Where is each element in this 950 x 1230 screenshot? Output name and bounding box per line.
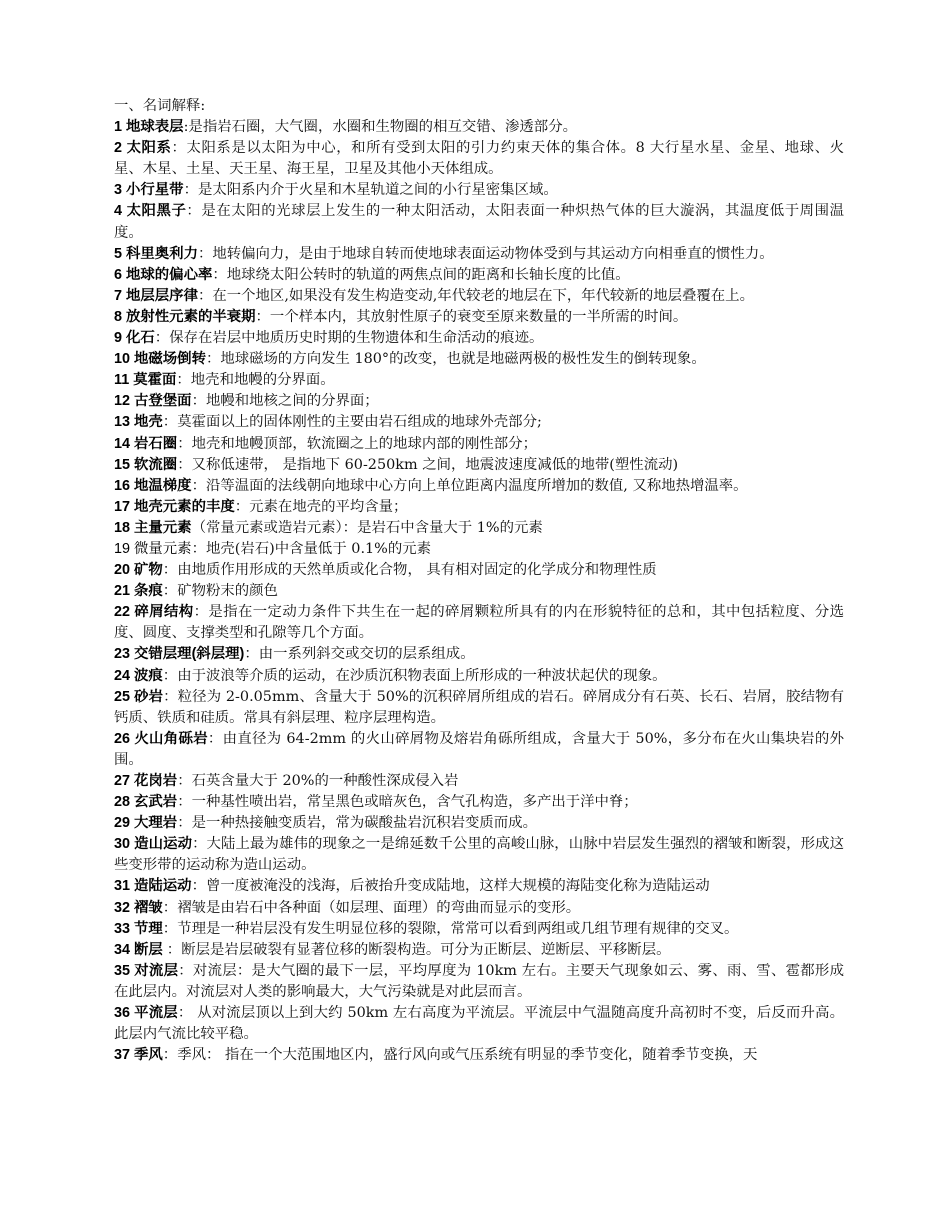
glossary-definition: ：元素在地壳的平均含量； (234, 498, 408, 515)
glossary-term: 20 矿物 (114, 562, 163, 579)
glossary-definition: ：地球绕太阳公转时的轨道的两焦点间的距离和长轴长度的比值。 (212, 266, 630, 283)
glossary-entry (114, 434, 844, 455)
glossary-term: 32 褶皱 (114, 899, 163, 916)
glossary-entry (114, 539, 844, 560)
glossary-entry (114, 117, 844, 138)
glossary-definition: ：由于波浪等介质的运动，在沙质沉积物表面上所形成的一种波状起伏的现象。 (162, 667, 667, 684)
glossary-term: 16 地温梯度 (114, 477, 192, 494)
glossary-definition: ：太阳系是以太阳为中心，和所有受到太阳的引力约束天体的集合体。8 大行星水星、金星、地球、火星、木星、土星、天王星、海王星，卫星及其他小天体组成。 (114, 140, 844, 178)
glossary-entry (114, 412, 844, 433)
glossary-definition: ：大陆上最为雄伟的现象之一是绵延数千公里的高峻山脉，山脉中岩层发生强烈的褶皱和断裂，形成这些变形带的运动称为造山运动。 (114, 836, 844, 874)
glossary-definition: ：粒径为 2-0.05mm、含量大于 50%的沉积碎屑所组成的岩石。碎屑成分有石英、长石、岩屑，胶结物有钙质、铁质和硅质。常具有斜层理、粒序层理构造。 (114, 688, 844, 726)
glossary-term: 25 砂岩 (114, 688, 164, 705)
glossary-entry (114, 581, 844, 602)
glossary-term: 30 造山运动 (114, 836, 193, 853)
glossary-definition: ：莫霍面以上的固体刚性的主要由岩石组成的地球外壳部分; (162, 414, 542, 431)
glossary-definition: ：由直径为 64-2mm 的火山碎屑物及熔岩角砾所组成，含量大于 50%，多分布在火山集块岩的外围。 (114, 730, 844, 768)
glossary-entry (114, 307, 844, 328)
glossary-definition: ：由一系列斜交或交切的层系组成。 (244, 646, 475, 663)
glossary-definition: ：季风： 指在一个大范围地区内，盛行风向或气压系统有明显的季节变化，随着季节变换，天 (162, 1047, 758, 1064)
glossary-definition: ：矿物粉末的颜色 (162, 583, 278, 600)
glossary-definition: ：褶皱是由岩石中各种面（如层理、面理）的弯曲而显示的变形。 (162, 899, 581, 916)
glossary-entry (114, 602, 844, 644)
glossary-entry (114, 286, 844, 307)
glossary-entry (114, 834, 844, 876)
glossary-term: 23 交错层理(斜层理) (114, 646, 245, 663)
glossary-entry (114, 391, 844, 412)
glossary-definition: ：石英含量大于 20%的一种酸性深成侵入岩 (177, 773, 459, 789)
glossary-definition: ：沿等温面的法线朝向地球中心方向上单位距离内温度所增加的数值, 又称地热增温率。 (191, 477, 748, 494)
glossary-definition: ：地壳(岩石)中含量低于 0.1%的元素 (191, 540, 432, 557)
glossary-term: 7 地层层序律 (114, 287, 198, 304)
glossary-entry (114, 518, 844, 539)
glossary-definition: :是指岩石圈，大气圈，水圈和生物圈的相互交错、渗透部分。 (183, 119, 577, 136)
glossary-definition: （常量元素或造岩元素）：是岩石中含量大于 1%的元素 (191, 519, 543, 536)
glossary-term: 11 莫霍面 (114, 372, 177, 389)
glossary-definition: ：地球磁场的方向发生 180°的改变，也就是地磁两极的极性发生的倒转现象。 (205, 351, 706, 368)
glossary-entry (114, 792, 844, 813)
glossary-term: 14 岩石圈 (114, 435, 178, 452)
glossary-term: 5 科里奥利力 (114, 245, 198, 262)
glossary-term: 24 波痕 (114, 667, 163, 684)
glossary-term: 36 平流层 (114, 1005, 178, 1022)
glossary-term: 33 节理 (114, 920, 163, 937)
glossary-term: 31 造陆运动 (114, 878, 192, 895)
glossary-term: 12 古登堡面 (114, 393, 192, 410)
glossary-entry (114, 1003, 844, 1045)
glossary-term: 13 地壳 (114, 414, 163, 431)
glossary-term: 15 软流圈 (114, 456, 178, 473)
glossary-term: 17 地壳元素的丰度 (114, 498, 235, 515)
glossary-definition: ：又称低速带， 是指地下 60-250km 之间，地震波速度减低的地带(塑性流动) (177, 456, 679, 473)
glossary-entry (114, 455, 844, 476)
glossary-entry (114, 244, 844, 265)
glossary-entry (114, 476, 844, 497)
glossary-term: 1 地球表层 (114, 119, 184, 136)
glossary-list (114, 117, 844, 1066)
glossary-definition: ：是一种热接触变质岩，常为碳酸盐岩沉积岩变质而成。 (177, 815, 537, 832)
glossary-term: 29 大理岩 (114, 815, 178, 832)
document-page (114, 96, 844, 1066)
glossary-term: 37 季风 (114, 1047, 163, 1064)
glossary-definition: ：断层是岩层破裂有显著位移的断裂构造。可分为正断层、逆断层、平移断层。 (166, 941, 671, 958)
glossary-entry (114, 919, 844, 940)
glossary-definition: ：保存在岩层中地质历史时期的生物遗体和生命活动的痕迹。 (154, 330, 544, 347)
glossary-term: 18 主量元素 (114, 519, 192, 536)
glossary-entry (114, 180, 844, 201)
glossary-entry (114, 771, 844, 792)
glossary-definition: ： 从对流层顶以上到大约 50km 左右高度为平流层。平流层中气温随高度升高初时不变，后反而升高。此层内气流比较平稳。 (114, 1005, 844, 1043)
glossary-entry (114, 961, 844, 1003)
glossary-term: 35 对流层 (114, 962, 179, 979)
glossary-entry (114, 560, 844, 581)
glossary-definition: ：地幔和地核之间的分界面； (191, 393, 379, 410)
glossary-entry (114, 265, 844, 286)
glossary-term: 9 化石 (114, 330, 155, 347)
glossary-entry (114, 898, 844, 919)
glossary-definition: ：地壳和地幔的分界面。 (176, 372, 335, 389)
glossary-term: 2 太阳系 (114, 140, 172, 157)
glossary-term: 4 太阳黑子 (114, 203, 187, 220)
glossary-entry (114, 201, 844, 243)
glossary-definition: ：对流层：是大气圈的最下一层，平均厚度为 10km 左右。主要天气现象如云、雾、雨、雪、雹都形成在此层内。对流层对人类的影响最大，大气污染就是对此层而言。 (114, 962, 844, 1000)
section-title: 一、名词解释: (114, 98, 206, 114)
glossary-term: 19 微量元素 (114, 540, 192, 557)
glossary-term: 6 地球的偏心率 (114, 266, 213, 283)
glossary-term: 34 断层 (114, 941, 167, 958)
glossary-entry (114, 729, 844, 771)
glossary-entry (114, 687, 844, 729)
glossary-definition: ：是在太阳的光球层上发生的一种太阳活动，太阳表面一种炽热气体的巨大漩涡，其温度低于周围温度。 (114, 203, 844, 241)
glossary-term: 26 火山角砾岩 (114, 730, 208, 747)
glossary-entry (114, 876, 844, 897)
glossary-definition: ：节理是一种岩层没有发生明显位移的裂隙，常常可以看到两组或几组节理有规律的交叉。 (162, 920, 739, 937)
glossary-definition: ：地壳和地幔顶部，软流圈之上的地球内部的刚性部分； (177, 435, 537, 452)
glossary-term: 21 条痕 (114, 583, 163, 600)
glossary-definition: ：一个样本内，其放射性原子的衰变至原来数量的一半所需的时间。 (255, 308, 688, 325)
glossary-term: 8 放射性元素的半衰期 (114, 308, 256, 325)
glossary-term: 27 花岗岩 (114, 773, 178, 789)
glossary-definition: ：一种基性喷出岩，常呈黑色或暗灰色，含气孔构造，多产出于洋中脊； (177, 794, 638, 811)
glossary-definition: ：在一个地区,如果没有发生构造变动,年代较老的地层在下，年代较新的地层叠覆在上。 (197, 287, 754, 304)
glossary-entry (114, 644, 844, 665)
glossary-term: 3 小行星带 (114, 182, 184, 199)
glossary-definition: ：地转偏向力，是由于地球自转而使地球表面运动物体受到与其运动方向相垂直的惯性力。 (197, 245, 774, 262)
glossary-definition: ：是指在一定动力条件下共生在一起的碎屑颗粒所具有的内在形貌特征的总和，其中包括粒度、分选度、圆度、支撑类型和孔隙等几个方面。 (114, 604, 844, 642)
glossary-definition: ：曾一度被淹没的浅海，后被抬升变成陆地，这样大规模的海陆变化称为造陆运动 (191, 878, 710, 895)
glossary-entry (114, 138, 844, 180)
glossary-entry (114, 940, 844, 961)
glossary-entry (114, 813, 844, 834)
glossary-definition: ：是太阳系内介于火星和木星轨道之间的小行星密集区域。 (183, 182, 558, 199)
glossary-term: 28 玄武岩 (114, 794, 178, 811)
glossary-definition: ：由地质作用形成的天然单质或化合物， 具有相对固定的化学成分和物理性质 (162, 562, 657, 579)
glossary-entry (114, 370, 844, 391)
glossary-entry (114, 497, 844, 518)
glossary-term: 10 地磁场倒转 (114, 351, 206, 368)
glossary-entry (114, 1045, 844, 1066)
glossary-entry (114, 349, 844, 370)
glossary-entry (114, 328, 844, 349)
glossary-term: 22 碎屑结构 (114, 604, 194, 621)
glossary-entry (114, 666, 844, 687)
